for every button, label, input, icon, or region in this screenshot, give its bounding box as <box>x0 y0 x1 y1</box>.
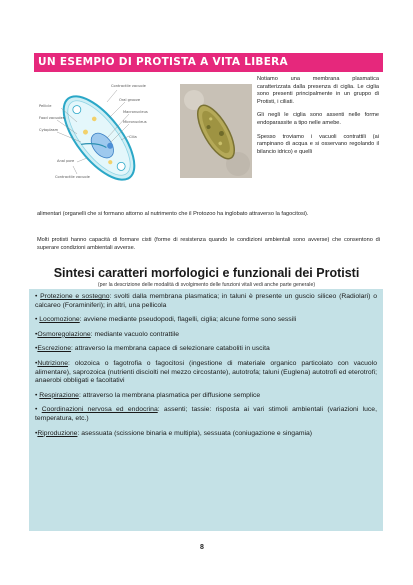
summary-title: Sintesi caratteri morfologici e funzionali dei Protisti <box>53 266 360 280</box>
page-number: 8 <box>200 544 204 551</box>
item-text: : mediante vacuolo contrattile <box>90 330 180 338</box>
item-heading: Coordinazioni nervosa ed endocrina <box>41 406 158 414</box>
side-text <box>257 76 379 156</box>
diagram-label: Macronucleus <box>123 110 148 114</box>
summary-item: •Escrezione: attraverso la membrana capace di selezionare cataboliti in uscita <box>35 345 270 353</box>
item-heading: Locomozione <box>39 316 80 324</box>
summary-subtitle: (per la descrizione delle modalità di svolgimento delle funzioni vitali vedi anche parte generale) <box>97 282 316 288</box>
summary-item: • Locomozione: avviene mediante pseudopodi, flagelli, ciglia; alcune forme sono sessili <box>35 316 297 324</box>
body-paragraph <box>37 211 380 219</box>
item-text: : attraverso la membrana plasmatica per diffusione semplice <box>78 391 261 399</box>
summary-item: •Osmoregolazione: mediante vacuolo contrattile <box>35 330 180 338</box>
diagram-label: Cilia <box>129 135 137 139</box>
side-paragraph: Notiamo una membrana plasmatica caratterizzata dalla presenza di ciglia. Le ciglia sono presenti principalmente in un gruppo di Protisti, i ciliati. <box>257 76 379 105</box>
paramecium-micrograph <box>180 84 252 178</box>
item-heading: Respirazione <box>39 391 79 399</box>
summary-item: • Coordinazioni nervosa ed endocrina: assenti; tassie: risposta ai vari stimoli ambientali (variazioni luce, temperatura, etc.) <box>35 406 377 422</box>
item-text: : asessuata (scissione binaria e multipla), sessuata (coniugazione e singamia) <box>77 429 313 437</box>
item-text: : avviene mediante pseudopodi, flagelli, ciglia; alcune forme sono sessili <box>79 316 297 324</box>
diagram-label: Micronucleus <box>123 120 147 124</box>
diagram-label: Pellicle <box>39 104 52 108</box>
summary-item: •Riproduzione: asessuata (scissione binaria e multipla), sessuata (coniugazione e singamia) <box>35 429 313 437</box>
side-paragraph: Gli negli le ciglia sono assenti nelle forme endoparassite a tipo nelle amebe. <box>257 112 379 126</box>
summary-item: • Protezione e sostegno: svolti dalla membrana plasmatica; in taluni è presente un guscio siliceo (Radiolari) o calcareo (Foraminiferi); in altri, una pellicola <box>35 293 377 309</box>
diagram-label: Food vacuoles <box>39 116 65 120</box>
summary-box <box>29 289 383 531</box>
item-text: : olozoica o fagotrofia o fagocitosi (ingestione di materiale organico particolato con vacuolo alimentare), saprozoica (nutrienti disciolti nel mezzo circostante), autotrofa; taluni (Euglena) autotrofi ed eterotrofi; anaerobi obbligati e facoltativi <box>35 359 377 385</box>
body-paragraph <box>37 237 380 252</box>
body-paragraph-text: alimentari (organelli che si formano attorno al nutrimento che il Protozoo ha inglobato attraverso la fagocitosi). <box>37 211 309 217</box>
item-text: : svolti dalla membrana plasmatica; in taluni è presente un guscio siliceo (Radiolari) o calcareo (Foraminiferi); in altri, una pellicola <box>35 293 377 309</box>
item-text: : assenti; tassie: risposta ai vari stimoli ambientali (variazioni luce, temperatura, etc.) <box>35 406 377 422</box>
diagram-label: Contractile vacuole <box>111 84 146 88</box>
item-heading: Osmoregolazione <box>37 330 91 338</box>
item-heading: Nutrizione <box>37 359 68 367</box>
section-banner: UN ESEMPIO DI PROTISTA A VITA LIBERA <box>34 53 383 72</box>
summary-item: • Respirazione: attraverso la membrana plasmatica per diffusione semplice <box>35 391 261 399</box>
item-heading: Escrezione <box>37 345 72 353</box>
body-paragraph-text: Molti protisti hanno capacità di formare cisti (forme di resistenza quando le condizioni ambientali sono avverse) che consentono di superare condizioni ambientali avverse. <box>37 237 380 251</box>
diagram-label: Anal pore <box>57 159 75 163</box>
diagram-label: Oral groove <box>119 98 141 102</box>
summary-item: •Nutrizione: olozoica o fagotrofia o fagocitosi (ingestione di materiale organico particolato con vacuolo alimentare), saprozoica (nutrienti disciolti nel mezzo circostante), autotrofa; taluni (Euglena) autotrofi ed eterotrofi; anaerobi obbligati e facoltativi <box>35 359 377 385</box>
item-heading: Protezione e sostegno <box>40 293 110 300</box>
paramecium-diagram <box>37 80 169 190</box>
item-text: : attraverso la membrana capace di selezionare cataboliti in uscita <box>71 345 270 353</box>
side-paragraph: Spesso troviamo i vacuoli contrattili (ai rampinano di acqua e si osservano regolando il bilancio idrico) e quelli <box>257 133 379 155</box>
diagram-label: Cytoplasm <box>39 128 59 132</box>
item-heading: Riproduzione <box>37 429 78 437</box>
diagram-label: Contractile vacuole <box>55 175 90 179</box>
